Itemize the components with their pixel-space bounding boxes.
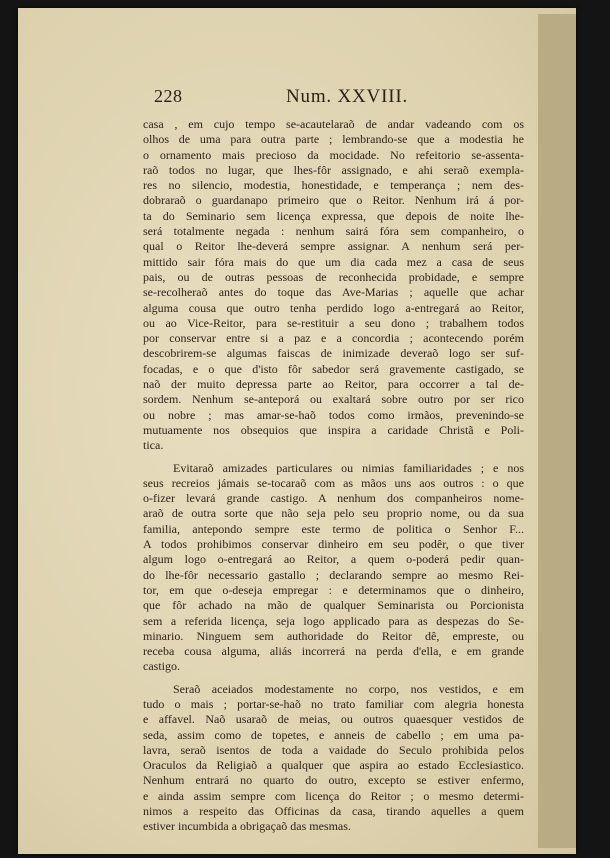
text-line: naõ der muito depressa parte ao Reitor, para occorrer a tal de-	[143, 377, 524, 392]
text-line: tudo o mais ; portar-se-haõ no trato familiar com alegria honesta	[143, 696, 524, 711]
text-line: casa , em cujo tempo se-acautelaraõ de andar vadeando com os	[143, 117, 524, 131]
text-line: do lhe-fôr necessario gastallo ; declarando sempre ao mesmo Rei-	[143, 567, 524, 582]
text-line: Seraõ aceiados modestamente no corpo, nos vestidos, e em	[173, 681, 524, 696]
text-line: ta do Seminario sem licença expressa, que depois de noite lhe-	[143, 208, 524, 223]
text-line: Nenhum entrará no quarto do outro, excepto se estiver enfermo,	[143, 773, 524, 788]
text-line: algum logo o-entregará ao Reitor, a quem o-poderá pedir quan-	[143, 552, 524, 567]
text-line: dobraraõ o guardanapo primeiro que o Reitor. Nenhum irá á por-	[143, 193, 524, 208]
paragraph-gap	[143, 675, 524, 682]
text-line: receba cousa alguma, aliás incorrerá na perda d'ella, e em grande	[143, 644, 524, 659]
next-page-edge	[538, 14, 576, 848]
text-line: mittido sair fóra mais do que um dia cada mez a casa de seus	[143, 254, 524, 269]
text-line: Evitaraõ amizades particulares ou nimias familiaridades ; e nos	[173, 460, 524, 475]
page-header	[154, 86, 534, 114]
text-line: será totalmente negada : nenhum sairá fóra sem companheiro, o	[143, 224, 524, 239]
text-line: sem a referida licença, seja logo applicado para as despezas do Se-	[143, 613, 524, 628]
text-line: castigo.	[143, 659, 180, 674]
paragraph	[143, 117, 524, 454]
text-line: e affavel. Naõ usaraõ de meias, ou outros quaesquer vestidos de	[143, 712, 524, 727]
text-line: A todos prohibimos conservar dinheiro em seu podêr, o que tiver	[143, 537, 524, 552]
text-line: seus recreios jámais se-tocaraõ com as mãos uns aos outros : o que	[143, 475, 524, 490]
text-line: ou ao Vice-Reitor, para se-restituir a seu dono ; trabalhem todos	[143, 315, 524, 330]
text-line: familia, antepondo sempre este termo de politica o Senhor F...	[143, 521, 524, 536]
text-line: seda, assim como de topetes, e anneis de cabello ; em uma pa-	[143, 727, 524, 742]
text-line: qual o Reitor lhe-deverá sempre assignar. A nenhum será per-	[143, 239, 524, 254]
body-text	[143, 117, 524, 835]
text-line: olhos de uma para outra parte ; lembrando-se que a modestia he	[143, 132, 524, 147]
text-line: o-fizer levará grande castigo. A nenhum dos companheiros nome-	[143, 491, 524, 506]
text-line: nimos a respeito das Officinas da casa, tirando aquelles a quem	[143, 804, 524, 819]
text-line: e ainda assim sempre com licença do Reitor ; o mesmo determi-	[143, 788, 524, 803]
text-line: araõ de outra sorte que não seja pelo seu proprio nome, ou da sua	[143, 506, 524, 521]
text-line: ou nobre ; mas amar-se-haõ todos como irmãos, prevenindo-se	[143, 407, 524, 422]
text-line: lavra, seraõ isentos de toda a vaidade do Seculo prohibida pelos	[143, 742, 524, 757]
text-line: descobrirem-se algumas faiscas de inimizade deveraõ logo ser suf-	[143, 346, 524, 361]
text-line: o ornamento mais precioso da mocidade. No refeitorio se-assenta-	[143, 147, 524, 162]
text-line: que fôr achado na mão de qualquer Seminarista ou Porcionista	[143, 598, 524, 613]
paragraph	[143, 461, 524, 675]
text-line: alguma cousa que outro tenha perdido logo a-entregará ao Reitor,	[143, 300, 524, 315]
text-line: estiver incumbida a obrigaçaõ das mesmas.	[143, 819, 351, 834]
text-line: tor, em que o-deseja empregar : e determinamos que o dinheiro,	[143, 582, 524, 597]
running-title: Num. XXVIII.	[286, 86, 408, 107]
paragraph-gap	[143, 454, 524, 461]
text-line: mutuamente nos obsequios que inspira a caridade Christã e Poli-	[143, 422, 524, 437]
page-number: 228	[154, 86, 183, 106]
text-line: Oraculos da Religiaõ a qualquer que aspira ao estado Ecclesiastico.	[143, 758, 524, 773]
text-line: por conservar entre si a paz e a concordia ; acontecendo porém	[143, 331, 524, 346]
text-line: res no silencio, modestia, honestidade, e temperança ; nem des-	[143, 178, 524, 193]
text-line: tica.	[143, 438, 164, 453]
text-line: raõ todos no lugar, que lhes-fôr assignado, e ahi seraõ exempla-	[143, 162, 524, 177]
text-line: pais, ou de outras pessoas de reconhecida probidade, e sempre	[143, 269, 524, 284]
text-line: minario. Ninguem sem authoridade do Reitor dê, empreste, ou	[143, 628, 524, 643]
paragraph	[143, 682, 524, 835]
text-line: se-recolheraõ antes do toque das Ave-Marias ; aquelle que achar	[143, 285, 524, 300]
text-line: focadas, e o que d'isto fôr sabedor será gravemente castigado, se	[143, 361, 524, 376]
text-line: sordem. Nenhum se-anteporá ou exaltará sobre outro por ser rico	[143, 392, 524, 407]
